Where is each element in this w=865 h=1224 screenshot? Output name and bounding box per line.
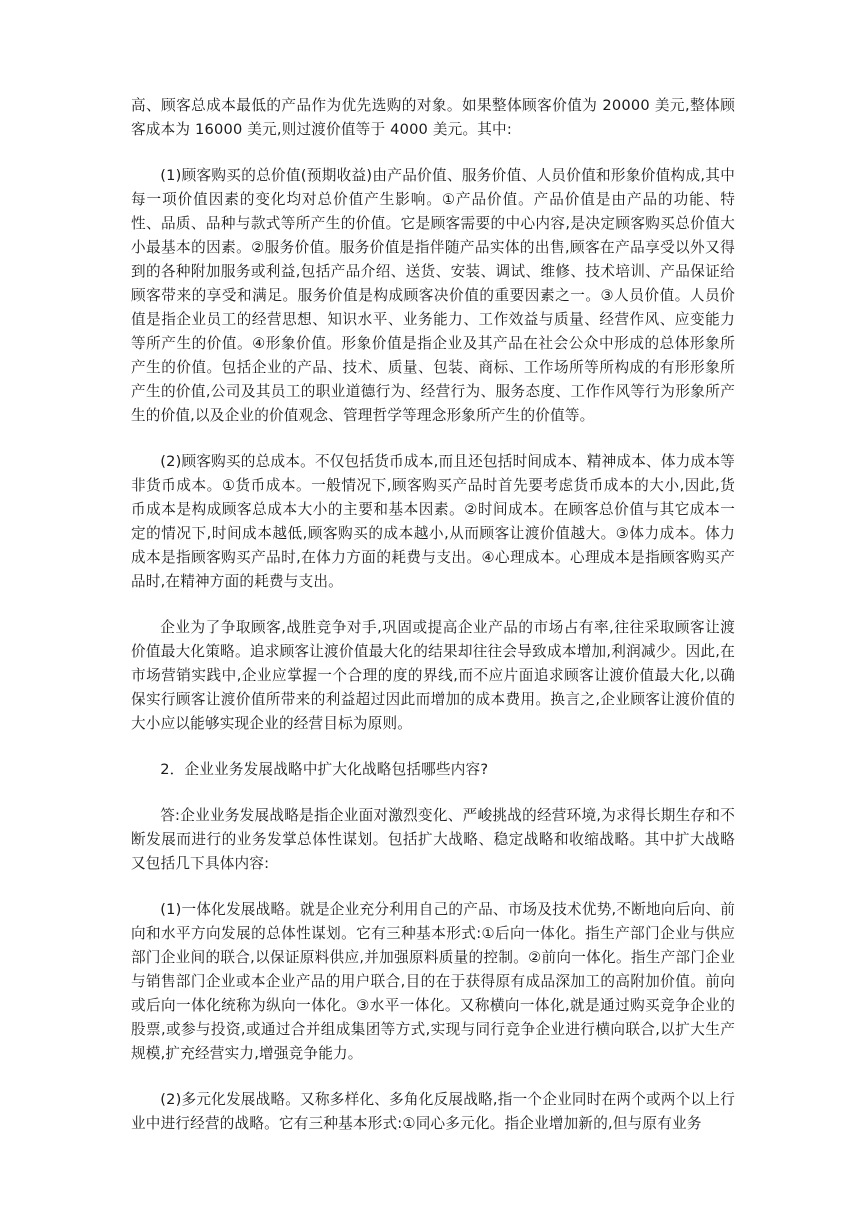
paragraph-integration-strategy: (1)一体化发展战略。就是企业充分利用自己的产品、市场及技术优势,不断地向后向、前向和水平方向发展的总体性谋划。它有三种基本形式:①后向一体化。指生产部门企业与供应部门企业间的联合,以保证原料供应,并加强原料质量的控制。②前向一体化。指生产部门企业与销售部门企业或本企业产品的用户联合,目的在于获得原有成品深加工的高附加价值。前向或后向一体化统称为纵向一体化。③水平一体化。又称横向一体化,就是通过购买竞争企业的股票,或参与投资,或通过合并组成集团等方式,实现与同行竞争企业进行横向联合,以扩大生产规模,扩充经营实力,增强竞争能力。 (131, 901, 735, 1062)
question-heading: 2．企业业务发展战略中扩大化战略包括哪些内容? (160, 761, 489, 778)
paragraph-total-value: (1)顾客购买的总价值(预期收益)由产品价值、服务价值、人员价值和形象价值构成,其中每一项价值因素的变化均对总价值产生影响。①产品价值。产品价值是由产品的功能、特性、品质、品种与款式等所产生的价值。它是顾客需要的中心内容,是决定顾客购买总价值大小最基本的因素。②服务价值。服务价值是指伴随产品实体的出售,顾客在产品享受以外又得到的各种附加服务或利益,包括产品介绍、送货、安装、调试、维修、技术培训、产品保证给顾客带来的享受和满足。服务价值是构成顾客决价值的重要因素之一。③人员价值。人员价值是指企业员工的经营思想、知识水平、业务能力、工作效益与质量、经营作风、应变能力等所产生的价值。④形象价值。形象价值是指企业及其产品在社会公众中形成的总体形象所产生的价值。包括企业的产品、技术、质量、包装、商标、工作场所等所构成的有形形象所产生的价值,公司及其员工的职业道德行为、经营行为、服务态度、工作作风等行为形象所产生的价值,以及企业的价值观念、管理哲学等理念形象所产生的价值等。 (131, 167, 735, 424)
document-page (131, 94, 735, 1136)
paragraph-value-maximization: 企业为了争取顾客,战胜竞争对手,巩固或提高企业产品的市场占有率,往往采取顾客让渡价值最大化策略。追求顾客让渡价值最大化的结果却往往会导致成本增加,利润减少。因此,在市场营销实践中,企业应掌握一个合理的度的界线,而不应片面追求顾客让渡价值最大化,以确保实行顾客让渡价值所带来的利益超过因此而增加的成本费用。换言之,企业顾客让渡价值的大小应以能够实现企业的经营目标为原则。 (131, 619, 735, 732)
paragraph-total-cost: (2)顾客购买的总成本。不仅包括货币成本,而且还包括时间成本、精神成本、体力成本等非货币成本。①货币成本。一般情况下,顾客购买产品时首先要考虑货币成本的大小,因此,货币成本是构成顾客总成本大小的主要和基本因素。②时间成本。在顾客总价值与其它成本一定的情况下,时间成本越低,顾客购买的成本越小,从而顾客让渡价值越大。③体力成本。体力成本是指顾客购买产品时,在体力方面的耗费与支出。④心理成本。心理成本是指顾客购买产品时,在精神方面的耗费与支出。 (131, 453, 735, 590)
paragraph-answer: 答:企业业务发展战略是指企业面对激烈变化、严峻挑战的经营环境,为求得长期生存和不断发展而进行的业务发掌总体性谋划。包括扩大战略、稳定战略和收缩战略。其中扩大战略又包括几下具体内容: (131, 807, 735, 872)
paragraph-intro: 高、顾客总成本最低的产品作为优先选购的对象。如果整体顾客价值为 20000 美元,整体顾客成本为 16000 美元,则过渡价值等于 4000 美元。其中: (131, 97, 735, 138)
paragraph-diversification-strategy: (2)多元化发展战略。又称多样化、多角化反展战略,指一个企业同时在两个或两个以上行业中进行经营的战略。它有三种基本形式:①同心多元化。指企业增加新的,但与原有业务 (131, 1091, 735, 1132)
